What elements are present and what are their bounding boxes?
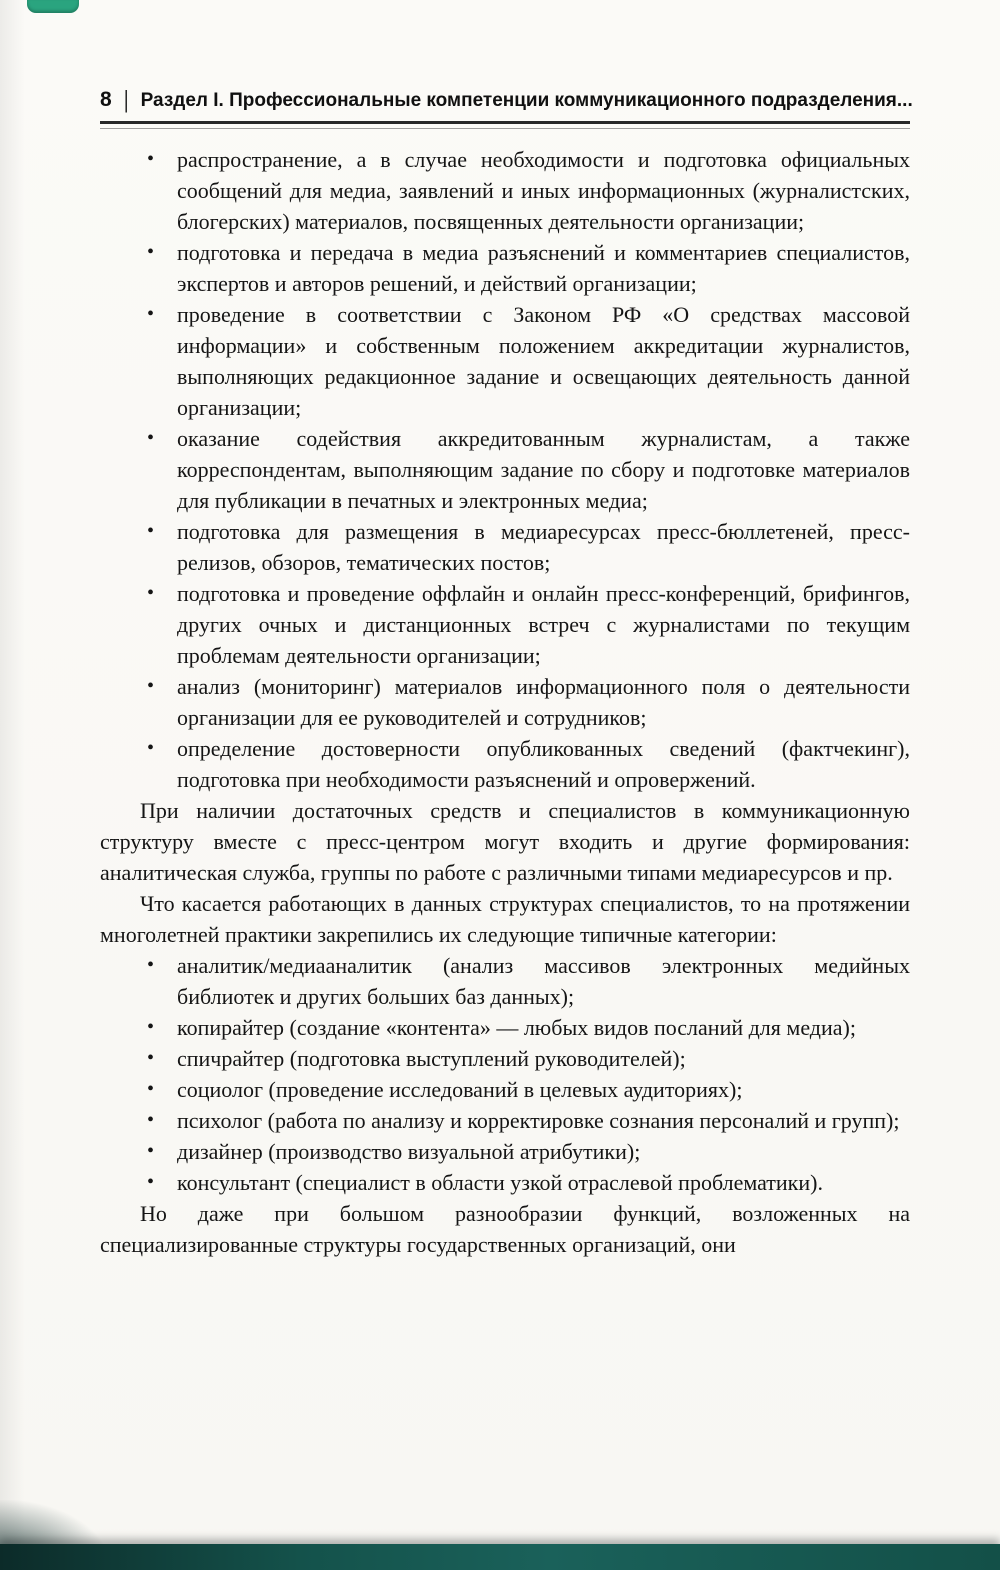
bullet-icon: • xyxy=(147,427,155,449)
paragraph: Но даже при большом разнообразии функций, возложенных на специализированные структуры государственных организаций, они xyxy=(100,1201,910,1257)
book-cover-bottom-strip xyxy=(0,1544,1000,1570)
list-item-text: распространение, а в случае необходимости и подготовка официальных сообщений для медиа, заявлений и иных информационных (журналистских, блогерских) материалов, посвященных деятельности организации; xyxy=(177,147,910,234)
list-item-text: проведение в соответствии с Законом РФ «О средствах массовой информации» и собственным положением аккредитации журналистов, выполняющих редакционное задание и освещающих деятельность данной организации; xyxy=(177,302,910,420)
list-item-text: подготовка и передача в медиа разъяснений и комментариев специалистов, экспертов и авторов решений, и действий организации; xyxy=(177,240,910,296)
list-item xyxy=(100,950,910,1012)
list-item xyxy=(100,423,910,516)
page-number: 8 xyxy=(100,88,112,111)
list-item-text: социолог (проведение исследований в целевых аудиториях); xyxy=(177,1077,743,1102)
list-item-text: оказание содействия аккредитованным журналистам, а также корреспондентам, выполняющим задание по сбору и подготовке материалов для публикации в печатных и электронных медиа; xyxy=(177,426,910,513)
bullet-icon: • xyxy=(147,582,155,604)
bullet-icon: • xyxy=(147,241,155,263)
list-item-text: копирайтер (создание «контента» — любых видов посланий для медиа); xyxy=(177,1015,856,1040)
list-item xyxy=(100,516,910,578)
list-item xyxy=(100,1043,910,1074)
list-item xyxy=(100,1167,910,1198)
paragraph: При наличии достаточных средств и специалистов в коммуникационную структуру вместе с пресс-центром могут входить и другие формирования: аналитическая служба, группы по работе с различными типами медиаресурсов и пр. xyxy=(100,798,910,885)
bullet-icon: • xyxy=(147,1047,155,1069)
bullet-icon: • xyxy=(147,148,155,170)
specialists-list xyxy=(100,950,910,1198)
list-item xyxy=(100,237,910,299)
header-separator: | xyxy=(123,87,129,114)
list-item xyxy=(100,671,910,733)
list-item-text: определение достоверности опубликованных сведений (фактчекинг), подготовка при необходимости разъяснений и опровержений. xyxy=(177,736,910,792)
page-body xyxy=(100,144,910,1260)
bullet-icon: • xyxy=(147,1109,155,1131)
list-item xyxy=(100,1012,910,1043)
page-header xyxy=(100,87,913,114)
header-rule xyxy=(100,121,910,129)
list-item xyxy=(100,578,910,671)
bullet-icon: • xyxy=(147,303,155,325)
list-item xyxy=(100,1105,910,1136)
bullet-icon: • xyxy=(147,675,155,697)
list-item-text: аналитик/медиааналитик (анализ массивов электронных медийных библиотек и других больших баз данных); xyxy=(177,953,910,1009)
list-item-text: психолог (работа по анализу и корректировке сознания персоналий и групп); xyxy=(177,1108,900,1133)
bullet-icon: • xyxy=(147,1078,155,1100)
duties-list xyxy=(100,144,910,795)
list-item-text: анализ (мониторинг) материалов информационного поля о деятельности организации для ее руководителей и сотрудников; xyxy=(177,674,910,730)
bullet-icon: • xyxy=(147,1016,155,1038)
bullet-icon: • xyxy=(147,1171,155,1193)
list-item xyxy=(100,733,910,795)
bullet-icon: • xyxy=(147,520,155,542)
list-item xyxy=(100,299,910,423)
list-item-text: дизайнер (производство визуальной атрибутики); xyxy=(177,1139,641,1164)
book-cover-corner-tab xyxy=(27,0,79,13)
list-item-text: подготовка и проведение оффлайн и онлайн пресс-конференций, брифингов, других очных и дистанционных встреч с журналистами по текущим проблемам деятельности организации; xyxy=(177,581,910,668)
list-item xyxy=(100,1136,910,1167)
paragraph: Что касается работающих в данных структурах специалистов, то на протяжении многолетней практики закрепились их следующие типичные категории: xyxy=(100,891,910,947)
bullet-icon: • xyxy=(147,1140,155,1162)
list-item-text: консультант (специалист в области узкой отраслевой проблематики). xyxy=(177,1170,823,1195)
list-item xyxy=(100,1074,910,1105)
list-item-text: подготовка для размещения в медиаресурсах пресс-бюллетеней, пресс-релизов, обзоров, тематических постов; xyxy=(177,519,910,575)
bullet-icon: • xyxy=(147,737,155,759)
list-item-text: спичрайтер (подготовка выступлений руководителей); xyxy=(177,1046,686,1071)
bullet-icon: • xyxy=(147,954,155,976)
header-title: Раздел I. Профессиональные компетенции коммуникационного подразделения... xyxy=(140,90,913,111)
list-item xyxy=(100,144,910,237)
